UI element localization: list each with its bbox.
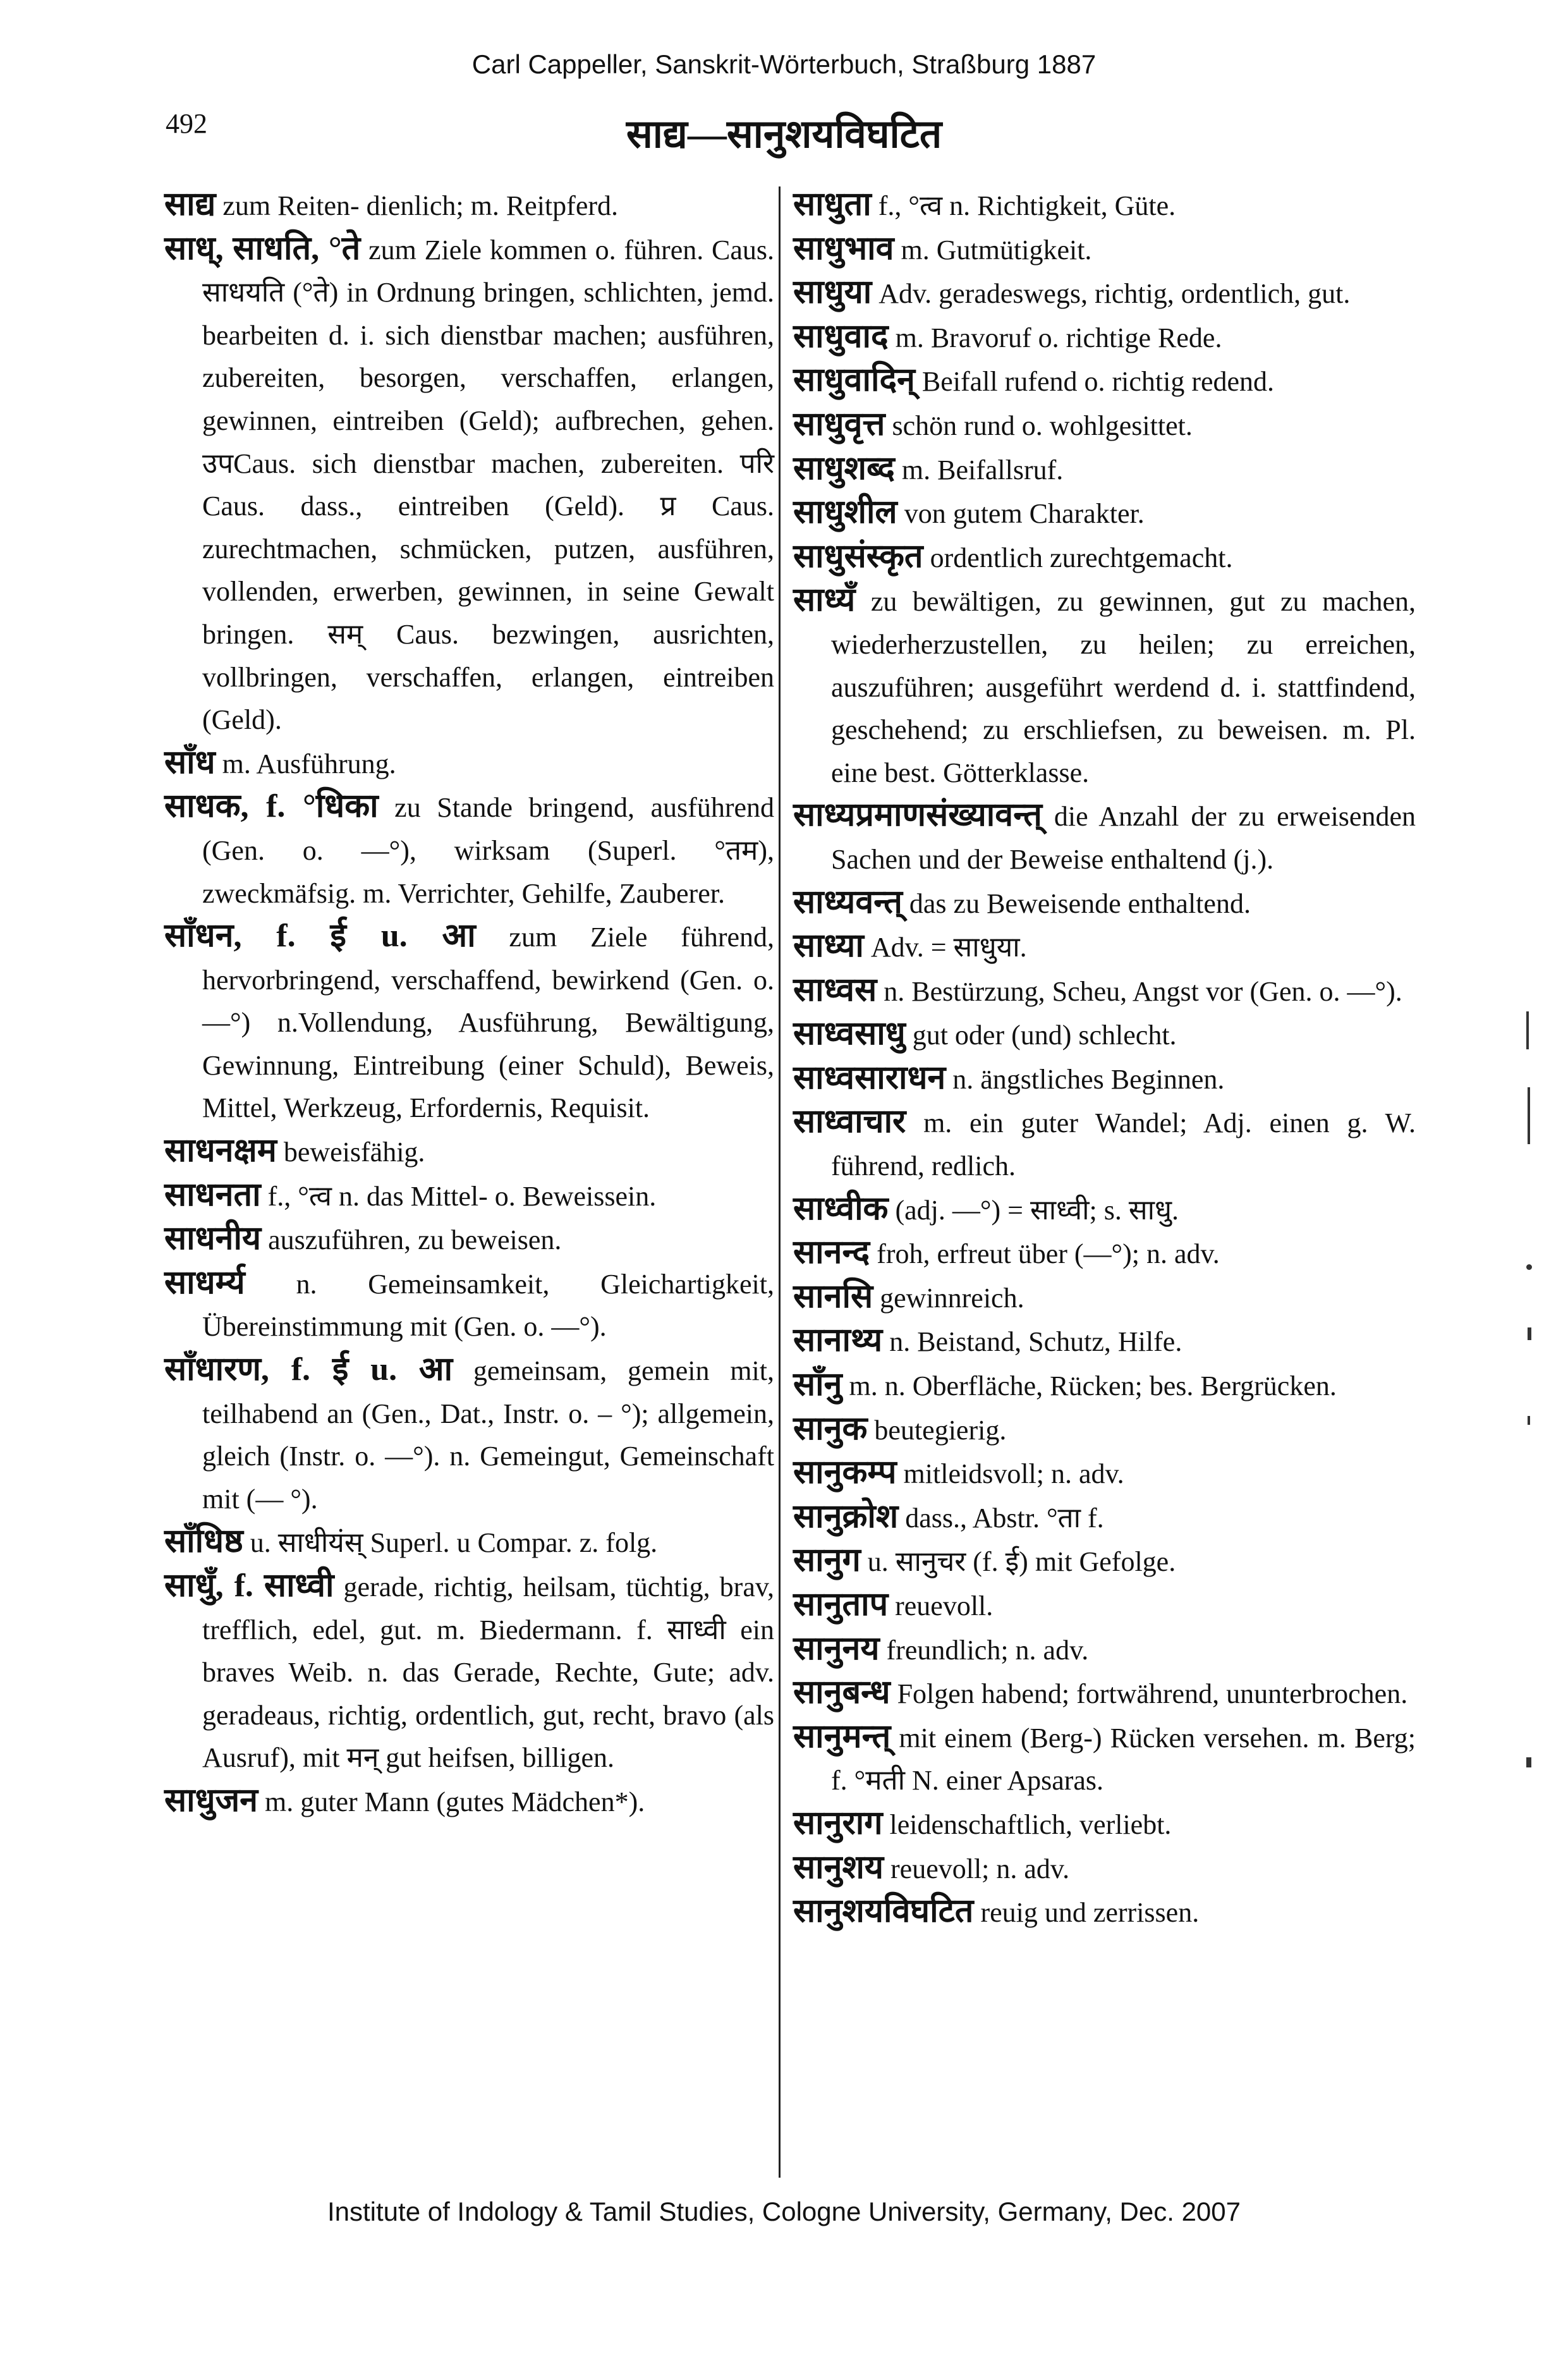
dictionary-entry — [793, 1101, 1416, 1187]
dictionary-entry — [164, 1520, 774, 1565]
scan-specks — [1520, 1011, 1545, 1833]
entry-headword: साध्वाचार — [793, 1104, 906, 1140]
dictionary-entry — [793, 881, 1416, 925]
entry-headword: साधर्म्य — [164, 1264, 245, 1301]
dictionary-entry — [793, 1671, 1416, 1716]
entry-headword: सानुराग — [793, 1805, 883, 1841]
dictionary-entry — [164, 183, 774, 228]
entry-definition: froh, erfreut über (—°); n. adv. — [877, 1238, 1220, 1270]
entry-definition: m. Bravoruf o. richtige Rede. — [895, 322, 1222, 353]
entry-definition: schön rund o. wohlgesittet. — [892, 410, 1193, 441]
dictionary-entry — [793, 535, 1416, 580]
entry-headword: साध्वस — [793, 972, 877, 1008]
entry-definition: gerade, richtig, heilsam, tüchtig, brav, trefflich, edel, gut. m. Biedermann. f. साध्वी ein braves Weib. n. das Gerade, Rechte, Gute; adv. geradeaus, richtig, ordentlich, gut, recht, bravo (als Ausruf), mit मन् gut heifsen, billigen. — [202, 1571, 775, 1774]
entry-definition: n. Bestürzung, Scheu, Angst vor (Gen. o. —°). — [884, 975, 1402, 1007]
entry-headword: साधुया — [793, 274, 872, 311]
entry-definition: n. Beistand, Schutz, Hilfe. — [889, 1326, 1182, 1358]
entry-headword: साँध — [164, 744, 216, 781]
entry-definition: Beifall rufend o. richtig redend. — [921, 366, 1275, 398]
entry-headword: साधुवृत्त — [793, 406, 885, 442]
entry-definition: reuig und zerrissen. — [980, 1897, 1200, 1929]
entry-headword: सानुताप — [793, 1587, 889, 1623]
dictionary-entry — [793, 1013, 1416, 1057]
entry-headword: साधुँ, f. साध्वी — [164, 1568, 334, 1604]
entry-definition: m. n. Oberfläche, Rücken; bes. Bergrücken. — [849, 1370, 1337, 1402]
entry-definition: mitleidsvoll; n. adv. — [903, 1458, 1124, 1490]
entry-definition: das zu Beweisende enthaltend. — [909, 888, 1251, 919]
entry-definition: reuevoll; n. adv. — [890, 1853, 1070, 1884]
dictionary-entry — [793, 315, 1416, 360]
dictionary-entry — [164, 915, 774, 1130]
dictionary-entry — [793, 969, 1416, 1013]
dictionary-entry — [164, 228, 774, 741]
dictionary-entry — [793, 1890, 1416, 1934]
scan-credit-top: Carl Cappeller, Sanskrit-Wörterbuch, Straßburg 1887 — [471, 49, 1097, 79]
entry-definition: u. साधीयंस् Superl. u Compar. z. folg. — [250, 1527, 658, 1559]
dictionary-entry — [164, 1565, 774, 1779]
entry-headword: साधुसंस्कृत — [793, 538, 923, 575]
dictionary-entry — [164, 1217, 774, 1262]
dictionary-entry — [793, 1628, 1416, 1672]
entry-definition: zu bewältigen, zu gewinnen, gut zu machen, wiederherzustellen, zu heilen; zu erreichen, auszuführen; ausgeführt werdend d. i. stattfindend, geschehend; zu erschliefsen, zu beweisen. m. Pl. eine best. Götterklasse. — [831, 586, 1416, 788]
entry-headword: साधुता — [793, 186, 872, 223]
entry-definition: u. सानुचर (f. ई) mit Gefolge. — [867, 1546, 1176, 1578]
dictionary-entry — [793, 1846, 1416, 1891]
entry-definition: reuevoll. — [895, 1590, 994, 1621]
dictionary-entry — [793, 1057, 1416, 1101]
entry-definition: m. Ausführung. — [222, 748, 396, 779]
entry-headword: सानुशय — [793, 1849, 884, 1886]
entry-headword: साद्य — [164, 186, 216, 223]
entry-definition: n. Gemeinsamkeit, Gleichartigkeit, Übereinstimmung mit (Gen. o. —°). — [202, 1268, 774, 1343]
entry-headword: साँधारण, f. ई u. आ — [164, 1351, 453, 1388]
entry-headword: साधनीय — [164, 1221, 262, 1257]
entry-headword: सानुक — [793, 1410, 868, 1447]
entry-definition: gewinnreich. — [880, 1282, 1024, 1314]
dictionary-entry — [793, 359, 1416, 403]
entry-headword: साधनक्षम — [164, 1133, 277, 1169]
entry-definition: leidenschaftlich, verliebt. — [889, 1809, 1172, 1840]
entry-definition: zum Reiten- dienlich; m. Reitpferd. — [222, 190, 618, 221]
entry-headword: साध्यवन्त् — [793, 884, 903, 920]
entry-definition: Adv. geradeswegs, richtig, ordentlich, gut. — [878, 278, 1351, 310]
entry-definition: m. ein guter Wandel; Adj. einen g. W. führend, redlich. — [831, 1107, 1416, 1182]
dictionary-entry — [793, 1319, 1416, 1364]
entry-headword: सानुग — [793, 1542, 861, 1579]
entry-headword: साँधिष्ठ — [164, 1523, 243, 1560]
entry-headword: साध्वसाराधन — [793, 1059, 946, 1096]
entry-definition: (adj. —°) = साध्वी; s. साधु. — [895, 1194, 1179, 1226]
entry-definition: gut oder (und) schlecht. — [912, 1020, 1177, 1051]
entry-headword: साँधन, f. ई u. आ — [164, 918, 476, 955]
dictionary-entry — [793, 1496, 1416, 1540]
dictionary-entry — [164, 1348, 774, 1520]
entry-headword: साधुभाव — [793, 230, 894, 267]
dictionary-entry — [793, 925, 1416, 969]
dictionary-entry — [793, 1716, 1416, 1802]
entry-headword: साधुशब्द — [793, 450, 895, 487]
dictionary-entry — [793, 1583, 1416, 1628]
dictionary-entry — [793, 183, 1416, 228]
entry-headword: साध्यप्रमाणसंख्यावन्त् — [793, 797, 1042, 834]
dictionary-entry — [793, 579, 1416, 794]
entry-definition: Adv. = साधुया. — [870, 932, 1027, 963]
entry-definition: dass., Abstr. °ता f. — [905, 1502, 1104, 1534]
entry-headword: सानुशयविघटित — [793, 1893, 974, 1930]
right-column — [793, 183, 1416, 1934]
entry-headword: साधक, f. °धिका — [164, 788, 379, 825]
dictionary-entry — [793, 1802, 1416, 1846]
entry-headword: साधनता — [164, 1176, 261, 1213]
entry-definition: die Anzahl der zu erweisenden Sachen und der Beweise enthaltend (j.). — [831, 801, 1416, 875]
dictionary-entry — [164, 741, 774, 786]
entry-headword: साध्, साधति, °ते — [164, 230, 361, 267]
entry-definition: f., °त्व n. Richtigkeit, Güte. — [878, 190, 1176, 221]
entry-headword: साधुशील — [793, 494, 897, 531]
entry-headword: साध्वसाधु — [793, 1016, 906, 1052]
dictionary-entry — [793, 1408, 1416, 1452]
dictionary-entry — [793, 794, 1416, 881]
entry-definition: freundlich; n. adv. — [886, 1634, 1089, 1666]
entry-headword: साधुवादिन् — [793, 362, 915, 399]
entry-headword: साध्या — [793, 928, 864, 965]
entry-definition: m. guter Mann (gutes Mädchen*). — [265, 1786, 645, 1817]
entry-headword: साँनु — [793, 1367, 842, 1403]
scan-credit-bottom: Institute of Indology & Tamil Studies, Cologne University, Germany, Dec. 2007 — [327, 2197, 1241, 2226]
dictionary-entry — [164, 785, 774, 915]
entry-headword: सानाथ्य — [793, 1322, 883, 1359]
dictionary-entry — [164, 1779, 774, 1824]
entry-headword: सानसि — [793, 1278, 873, 1315]
entry-headword: सानुमन्त् — [793, 1718, 891, 1755]
column-divider — [779, 186, 781, 2178]
entry-definition: beweisfähig. — [283, 1137, 425, 1168]
entry-definition: zum Ziele kommen o. führen. Caus. साधयति (°ते) in Ordnung bringen, schlichten, jemd. bearbeiten d. i. sich dienstbar machen; ausführen, zubereiten, besorgen, verschaffen, erlangen, gewinnen, eintreiben (Geld); aufbrechen, gehen. उपCaus. sich dienstbar machen, zubereiten. परि Caus. dass., eintreiben (Geld). प्र Caus. zurechtmachen, schmücken, putzen, ausführen, vollenden, erwerben, gewinnen, in seine Gewalt bringen. सम् Caus. bezwingen, ausrichten, vollbringen, verschaffen, erlangen, eintreiben (Geld). — [202, 234, 775, 736]
dictionary-entry — [793, 491, 1416, 535]
entry-definition: f., °त्व n. das Mittel- o. Beweissein. — [267, 1180, 657, 1212]
left-column — [164, 183, 774, 1824]
entry-definition: zum Ziele führend, hervorbringend, verschaffend, bewirkend (Gen. o.—°) n.Vollendung, Ausführung, Bewältigung, Gewinnung, Eintreibung (einer Schuld), Beweis, Mittel, Werkzeug, Erfordernis, Requisit. — [202, 922, 775, 1124]
dictionary-entry — [793, 1276, 1416, 1320]
entry-headword: साध्वीक — [793, 1190, 889, 1227]
dictionary-entry — [793, 1231, 1416, 1276]
dictionary-entry — [793, 1364, 1416, 1408]
entry-definition: ordentlich zurechtgemacht. — [930, 542, 1233, 573]
entry-definition: beutegierig. — [874, 1414, 1007, 1446]
dictionary-entry — [793, 448, 1416, 492]
dictionary-entry — [164, 1262, 774, 1348]
dictionary-entry — [793, 271, 1416, 315]
entry-definition: Folgen habend; fortwährend, ununterbrochen. — [897, 1678, 1408, 1710]
entry-headword: सानुबन्ध — [793, 1675, 890, 1711]
dictionary-entry — [793, 228, 1416, 272]
entry-headword: साधुजन — [164, 1782, 258, 1819]
page-number: 492 — [166, 108, 207, 139]
entry-definition: m. Beifallsruf. — [901, 454, 1064, 485]
entry-definition: auszuführen, zu beweisen. — [268, 1224, 562, 1256]
entry-definition: n. ängstliches Beginnen. — [952, 1063, 1225, 1095]
entry-definition: m. Gutmütigkeit. — [901, 234, 1092, 265]
entry-headword: सानुनय — [793, 1630, 880, 1667]
entry-definition: gemeinsam, gemein mit, teilhabend an (Gen., Dat., Instr. o. – °); allgemein, gleich (Instr. o. —°). n. Gemeingut, Gemeinschaft mit (— °). — [202, 1355, 774, 1515]
entry-headword: साधुवाद — [793, 318, 889, 355]
entry-definition: von gutem Charakter. — [904, 498, 1145, 530]
dictionary-entry — [793, 403, 1416, 448]
dictionary-entry — [793, 1188, 1416, 1232]
dictionary-entry — [164, 1174, 774, 1218]
entry-headword: सानुकम्प — [793, 1455, 897, 1491]
entry-headword: सानुक्रोश — [793, 1498, 899, 1535]
dictionary-entry — [793, 1539, 1416, 1583]
running-head: साद्य—सानुशयविघटित — [626, 113, 942, 156]
entry-definition: zu Stande bringend, ausführend (Gen. o. —°), wirksam (Superl. °तम), zweckmäfsig. m. Verrichter, Gehilfe, Zauberer. — [202, 792, 775, 909]
entry-headword: साध्यँ — [793, 582, 856, 619]
dictionary-entry — [793, 1451, 1416, 1496]
dictionary-entry — [164, 1130, 774, 1174]
entry-headword: सानन्द — [793, 1235, 870, 1271]
entry-definition: mit einem (Berg-) Rücken versehen. m. Berg; f. °मती N. einer Apsaras. — [831, 1722, 1416, 1797]
